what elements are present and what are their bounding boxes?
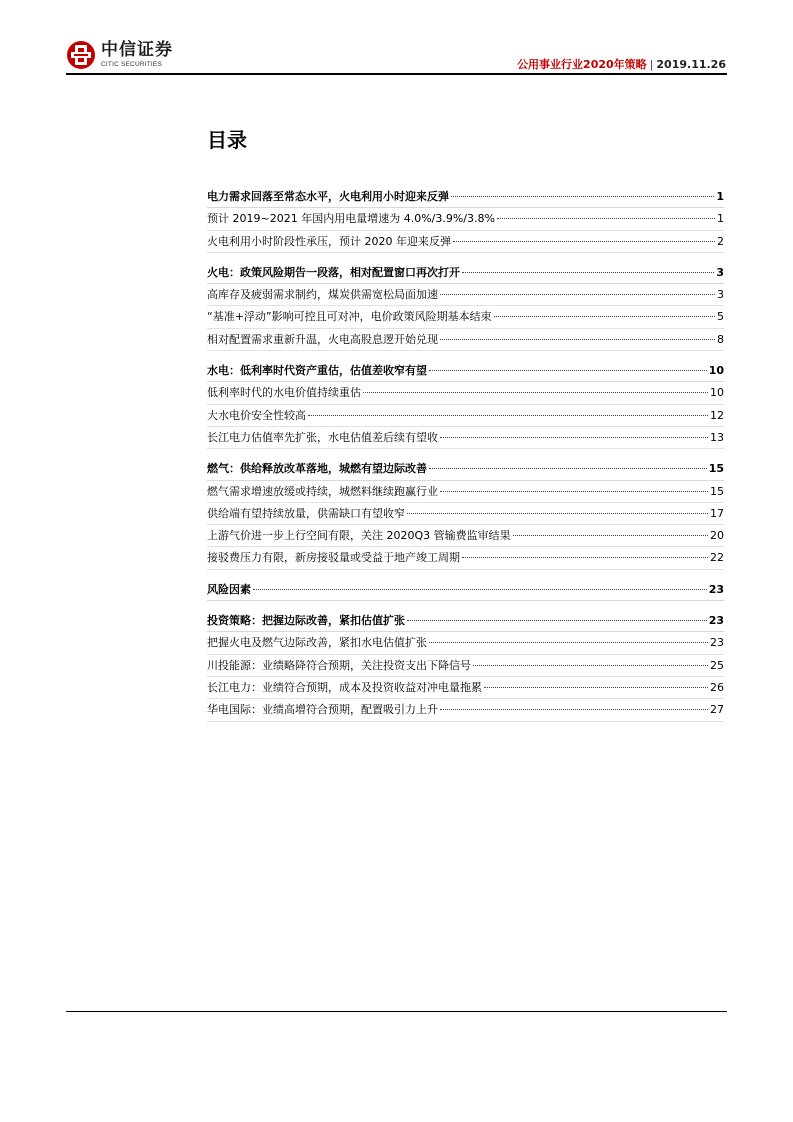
toc-dot-leader xyxy=(440,294,715,295)
toc-page-number: 8 xyxy=(717,332,724,346)
toc-entry[interactable] xyxy=(207,405,724,427)
toc-section xyxy=(207,186,724,253)
toc-page-number: 15 xyxy=(708,462,724,476)
toc-page-number: 17 xyxy=(710,506,724,520)
toc-dot-leader xyxy=(440,339,715,340)
toc-dot-leader xyxy=(407,620,707,621)
report-header xyxy=(517,56,726,72)
toc-page-number: 23 xyxy=(710,636,724,650)
toc-page-number: 10 xyxy=(710,386,724,400)
toc-page-number: 15 xyxy=(710,484,724,498)
toc-section xyxy=(207,360,724,449)
toc-dot-leader xyxy=(462,557,708,558)
citic-logo-icon xyxy=(66,40,96,70)
toc-entry[interactable] xyxy=(207,481,724,503)
toc-page-number: 23 xyxy=(708,614,724,628)
toc-entry[interactable] xyxy=(207,503,724,525)
toc-entry-label: 川投能源：业绩略降符合预期，关注投资支出下降信号 xyxy=(207,658,471,672)
toc-dot-leader xyxy=(407,513,708,514)
toc-entry[interactable] xyxy=(207,306,724,328)
toc-entry-label: 长江电力估值率先扩张，水电估值差后续有望收 xyxy=(207,430,438,444)
toc-dot-leader xyxy=(429,642,708,643)
toc-dot-leader xyxy=(473,665,708,666)
page-title: 目录 xyxy=(207,128,247,152)
toc-page-number: 22 xyxy=(710,551,724,565)
toc-page-number: 12 xyxy=(710,408,724,422)
toc-entry-label: 把握火电及燃气边际改善，紧扣水电估值扩张 xyxy=(207,636,427,650)
toc-entry[interactable] xyxy=(207,382,724,404)
toc-entry-label: 燃气：供给释放改革落地，城燃有望边际改善 xyxy=(207,462,427,476)
toc-dot-leader xyxy=(453,241,715,242)
toc-entry[interactable] xyxy=(207,427,724,449)
toc-dot-leader xyxy=(484,687,708,688)
table-of-contents xyxy=(207,186,724,731)
toc-page-number: 20 xyxy=(710,529,724,543)
toc-dot-leader xyxy=(308,415,708,416)
header-separator: | xyxy=(649,58,654,71)
toc-heading-entry[interactable] xyxy=(207,360,724,382)
toc-dot-leader xyxy=(440,709,708,710)
toc-entry-label: “基准+浮动”影响可控且可对冲，电价政策风险期基本结束 xyxy=(207,310,492,324)
toc-page-number: 25 xyxy=(710,658,724,672)
toc-heading-entry[interactable] xyxy=(207,262,724,284)
toc-section xyxy=(207,610,724,721)
toc-dot-leader xyxy=(462,272,714,273)
brand-logo xyxy=(66,40,173,70)
toc-entry-label: 火电：政策风险期告一段落，相对配置窗口再次打开 xyxy=(207,265,460,279)
toc-entry-label: 相对配置需求重新升温，火电高股息逻开始兑现 xyxy=(207,332,438,346)
report-section: 公用事业行业2020年策略 xyxy=(517,58,647,71)
toc-entry-label: 长江电力：业绩符合预期，成本及投资收益对冲电量拖累 xyxy=(207,680,482,694)
toc-page-number: 3 xyxy=(716,265,724,279)
toc-dot-leader xyxy=(494,316,715,317)
toc-entry[interactable] xyxy=(207,655,724,677)
toc-section xyxy=(207,579,724,601)
toc-dot-leader xyxy=(363,392,708,393)
toc-heading-entry[interactable] xyxy=(207,610,724,632)
toc-entry-label: 燃气需求增速放缓或持续，城燃料继续跑赢行业 xyxy=(207,484,438,498)
toc-page-number: 13 xyxy=(710,430,724,444)
toc-entry[interactable] xyxy=(207,525,724,547)
toc-entry-label: 大水电价安全性较高 xyxy=(207,408,306,422)
header-divider xyxy=(66,73,727,75)
toc-dot-leader xyxy=(451,196,714,197)
toc-dot-leader xyxy=(253,589,707,590)
toc-page-number: 23 xyxy=(708,582,724,596)
toc-entry-label: 高库存及疲弱需求制约，煤炭供需宽松局面加速 xyxy=(207,288,438,302)
toc-page-number: 27 xyxy=(710,703,724,717)
toc-page-number: 2 xyxy=(717,234,724,248)
toc-dot-leader xyxy=(497,218,715,219)
toc-entry-label: 火电利用小时阶段性承压，预计 2020 年迎来反弹 xyxy=(207,234,451,248)
toc-entry[interactable] xyxy=(207,231,724,253)
toc-entry-label: 接驳费压力有限，新房接驳量或受益于地产竣工周期 xyxy=(207,551,460,565)
toc-entry-label: 供给端有望持续放量，供需缺口有望收窄 xyxy=(207,506,405,520)
toc-entry[interactable] xyxy=(207,699,724,721)
report-date: 2019.11.26 xyxy=(656,58,726,71)
toc-page-number: 10 xyxy=(708,364,724,378)
toc-entry-label: 预计 2019~2021 年国内用电量增速为 4.0%/3.9%/3.8% xyxy=(207,212,495,226)
toc-entry-label: 华电国际：业绩高增符合预期，配置吸引力上升 xyxy=(207,703,438,717)
toc-entry-label: 风险因素 xyxy=(207,582,251,596)
toc-heading-entry[interactable] xyxy=(207,579,724,601)
toc-heading-entry[interactable] xyxy=(207,458,724,480)
toc-page-number: 3 xyxy=(717,288,724,302)
toc-dot-leader xyxy=(429,468,707,469)
toc-entry[interactable] xyxy=(207,632,724,654)
toc-entry[interactable] xyxy=(207,208,724,230)
toc-entry-label: 投资策略：把握边际改善，紧扣估值扩张 xyxy=(207,614,405,628)
toc-entry[interactable] xyxy=(207,284,724,306)
toc-page-number: 1 xyxy=(717,212,724,226)
toc-entry[interactable] xyxy=(207,677,724,699)
brand-name-en: CITIC SECURITIES xyxy=(101,60,162,68)
toc-dot-leader xyxy=(440,437,708,438)
footer-divider xyxy=(66,1011,727,1012)
toc-section xyxy=(207,262,724,351)
toc-entry-label: 电力需求回落至常态水平，火电利用小时迎来反弹 xyxy=(207,190,449,203)
toc-entry-label: 上游气价进一步上行空间有限，关注 2020Q3 管输费监审结果 xyxy=(207,529,511,543)
toc-entry[interactable] xyxy=(207,547,724,569)
toc-entry-label: 水电：低利率时代资产重估，估值差收窄有望 xyxy=(207,364,427,378)
toc-page-number: 5 xyxy=(717,310,724,324)
toc-heading-entry[interactable] xyxy=(207,186,724,208)
toc-entry[interactable] xyxy=(207,329,724,351)
toc-dot-leader xyxy=(440,491,708,492)
toc-dot-leader xyxy=(513,535,708,536)
toc-dot-leader xyxy=(429,370,707,371)
toc-entry-label: 低利率时代的水电价值持续重估 xyxy=(207,386,361,400)
brand-name-cn: 中信证券 xyxy=(101,39,173,60)
toc-page-number: 1 xyxy=(716,190,724,203)
toc-page-number: 26 xyxy=(710,680,724,694)
toc-section xyxy=(207,458,724,569)
